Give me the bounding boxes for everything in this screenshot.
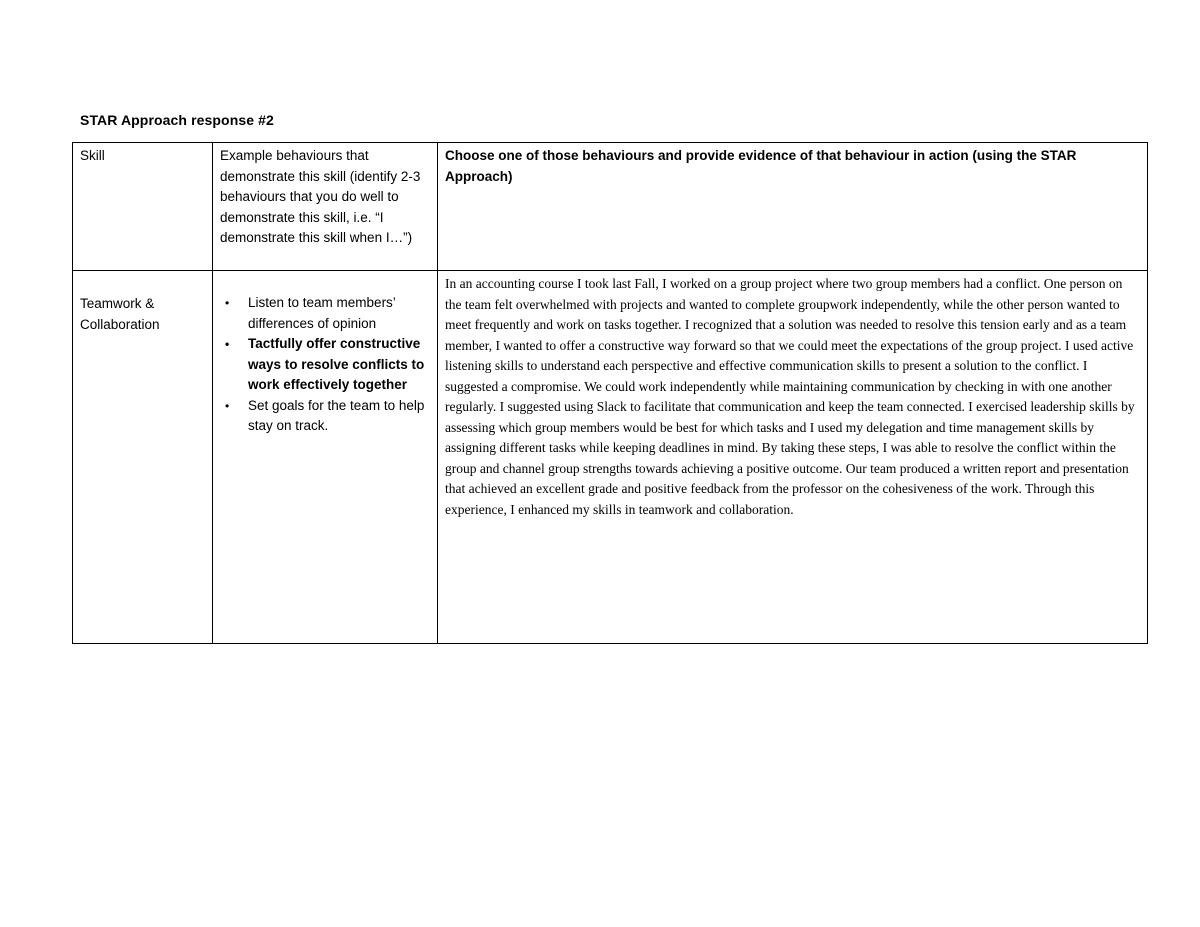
bullet-icon: •: [225, 296, 230, 310]
header-skill: Skill: [73, 143, 213, 271]
table-header-row: [73, 143, 1148, 271]
list-item: [220, 396, 430, 437]
behaviour-text: Set goals for the team to help stay on track.: [248, 397, 425, 433]
list-item: [220, 293, 430, 334]
behaviour-text: Listen to team members’ differences of opinion: [248, 295, 396, 331]
evidence-cell: In an accounting course I took last Fall, I worked on a group project where two group members had a conflict. One person on the team felt overwhelmed with projects and wanted to complete groupwork independently, while the other person wanted to meet frequently and work on tasks together. I recognized that a solution was needed to resolve this tension early and as a team member, I wanted to offer a constructive way forward so that we could meet the expectations of the group project. I used active listening skills to understand each perspective and effective communication skills to present a solution to the conflict. I suggested a compromise. We could work independently while maintaining communication by checking in with one another regularly. I suggested using Slack to facilitate that communication and keep the team connected. I exercised leadership skills by assessing which group members would be best for which tasks and I used my delegation and time management skills by assigning different tasks while keeping deadlines in mind. By taking these steps, I was able to resolve the conflict within the group and channel group strengths towards achieving a positive outcome. Our team produced a written report and presentation that achieved an excellent grade and positive feedback from the professor on the cohesiveness of the work. Through this experience, I enhanced my skills in teamwork and collaboration.: [438, 271, 1148, 644]
behaviours-list: [220, 293, 430, 437]
behaviour-text: Tactfully offer constructive ways to resolve conflicts to work effectively together: [248, 336, 425, 392]
header-evidence: Choose one of those behaviours and provide evidence of that behaviour in action (using the STAR Approach): [438, 143, 1148, 271]
behaviours-cell: [213, 271, 438, 644]
list-item: [220, 334, 430, 396]
bullet-icon: •: [225, 398, 230, 413]
star-table: [72, 142, 1148, 644]
header-behaviours: Example behaviours that demonstrate this skill (identify 2-3 behaviours that you do well to demonstrate this skill, i.e. “I demonstrate this skill when I…”): [213, 143, 438, 271]
skill-cell: Teamwork & Collaboration: [73, 271, 213, 644]
table-row: [73, 271, 1148, 644]
document-title: STAR Approach response #2: [80, 112, 274, 128]
bullet-icon: •: [225, 337, 230, 351]
